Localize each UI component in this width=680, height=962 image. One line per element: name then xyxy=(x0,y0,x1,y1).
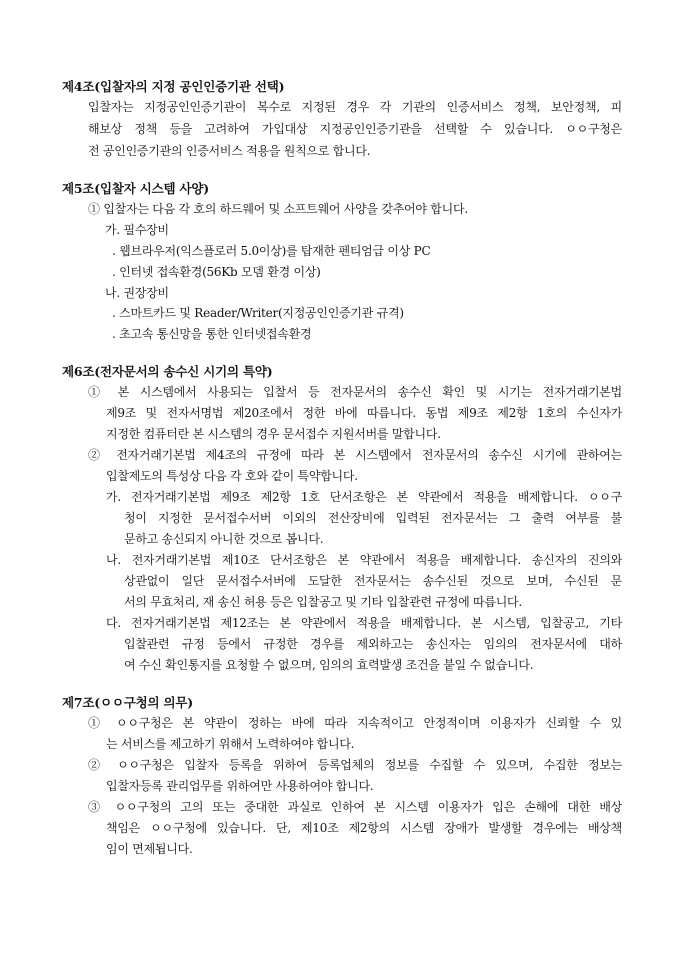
article-6-para-2-line-1: ② 전자거래기본법 제4조의 규정에 따라 본 시스템에서 전자문서의 송수신 시기에 관하여는 xyxy=(88,448,622,462)
article-7-para-3-line-2: 책임은 ㅇㅇ구청에 있습니다. 단, 제10조 제2항의 시스템 장애가 발생할 경우에는 배상책 xyxy=(106,821,622,835)
article-6-item-da-line-1: 다. 전자거래기본법 제12조는 본 약관에서 적용을 배제합니다. 본 시스템, 입찰공고, 기타 xyxy=(106,616,622,630)
article-5-item-ga-sub-1: . 웹브라우저(익스플로러 5.0이상)를 탑재한 펜티엄급 이상 PC xyxy=(112,244,431,258)
article-7-para-2-line-2: 입찰자등록 관리업무를 위하여만 사용하여야 합니다. xyxy=(106,779,374,793)
article-7-para-1-line-1: ① ㅇㅇ구청은 본 약관이 정하는 바에 따라 지속적이고 안정적이며 이용자가 신뢰할 수 있 xyxy=(88,716,622,730)
article-6-item-na-line-1: 나. 전자거래기본법 제10조 단서조항은 본 약관에서 적용을 배제합니다. 송신자의 진의와 xyxy=(106,553,622,567)
article-4-line-3: 전 공인인증기관의 인증서비스 적용을 원칙으로 합니다. xyxy=(88,144,371,158)
article-5-item-na-sub-2: . 초고속 통신망을 통한 인터넷접속환경 xyxy=(112,327,312,341)
article-6-item-ga-line-1: 가. 전자거래기본법 제9조 제2항 1호 단서조항은 본 약관에서 적용을 배제합니다. ㅇㅇ구 xyxy=(106,490,622,504)
article-7-para-3-line-3: 임이 면제됩니다. xyxy=(106,842,193,856)
article-7-para-3-line-1: ③ ㅇㅇ구청의 고의 또는 중대한 과실로 인하여 본 시스템 이용자가 입은 손해에 대한 배상 xyxy=(88,800,622,814)
article-6-item-ga-line-2: 청이 지정한 문서접수서버 이외의 전산장비에 입력된 전자문서는 그 출력 여부를 불 xyxy=(124,511,622,525)
article-7-title: 제7조(ㅇㅇ구청의 의무) xyxy=(62,695,193,710)
article-4-title: 제4조(입찰자의 지정 공인인증기관 선택) xyxy=(62,79,285,94)
article-6-item-ga-line-3: 문하고 송신되지 아니한 것으로 봅니다. xyxy=(124,532,324,546)
article-6-para-2-line-2: 입찰제도의 특성상 다음 각 호와 같이 특약합니다. xyxy=(106,469,358,483)
article-6-item-na-line-3: 서의 무효처리, 재 송신 허용 등은 입찰공고 및 기타 입찰관련 규정에 따릅니다. xyxy=(124,595,522,609)
article-6-para-1-line-2: 제9조 및 전자서명법 제20조에서 정한 바에 따릅니다. 동법 제9조 제2항 1호의 수신자가 xyxy=(106,406,622,420)
article-4-line-1: 입찰자는 지정공인인증기관이 복수로 지정된 경우 각 기관의 인증서비스 정책, 보안정책, 피 xyxy=(88,100,622,114)
article-7-para-1-line-2: 는 서비스를 제고하기 위해서 노력하여야 합니다. xyxy=(106,737,355,751)
article-5-item-na: 나. 권장장비 xyxy=(105,286,169,300)
article-5-item-ga-sub-2: . 인터넷 접속환경(56Kb 모뎀 환경 이상) xyxy=(112,265,321,279)
article-5-item-ga: 가. 필수장비 xyxy=(105,223,169,237)
article-6-para-1-line-1: ① 본 시스템에서 사용되는 입찰서 등 전자문서의 송수신 확인 및 시기는 전자거래기본법 xyxy=(88,385,622,399)
article-6-item-na-line-2: 상관없이 일단 문서접수서버에 도달한 전자문서는 송수신된 것으로 보며, 수신된 문 xyxy=(124,574,622,588)
article-6-item-da-line-2: 입찰관련 규정 등에서 규정한 경우를 제외하고는 송신자는 임의의 전자문서에 대하 xyxy=(124,637,622,651)
article-6-para-1-line-3: 지정한 컴퓨터란 본 시스템의 경우 문서접수 지원서버를 말합니다. xyxy=(106,427,441,441)
article-5-title: 제5조(입찰자 시스템 사양) xyxy=(62,181,209,196)
article-4-line-2: 해보상 정책 등을 고려하여 가입대상 지정공인인증기관을 선택할 수 있습니다. ㅇㅇ구청은 xyxy=(88,122,622,136)
article-6-item-da-line-3: 여 수신 확인통지를 요청할 수 없으며, 임의의 효력발생 조건을 붙일 수 없습니다. xyxy=(124,658,534,672)
article-5-item-na-sub-1: . 스마트카드 및 Reader/Writer(지정공인인증기관 규격) xyxy=(112,306,404,320)
article-6-title: 제6조(전자문서의 송수신 시기의 특약) xyxy=(62,364,273,379)
article-7-para-2-line-1: ② ㅇㅇ구청은 입찰자 등록을 위하여 등록업체의 정보를 수집할 수 있으며, 수집한 정보는 xyxy=(88,758,622,772)
article-5-para-1: ① 입찰자는 다음 각 호의 하드웨어 및 소프트웨어 사양을 갖추어야 합니다. xyxy=(88,202,468,216)
